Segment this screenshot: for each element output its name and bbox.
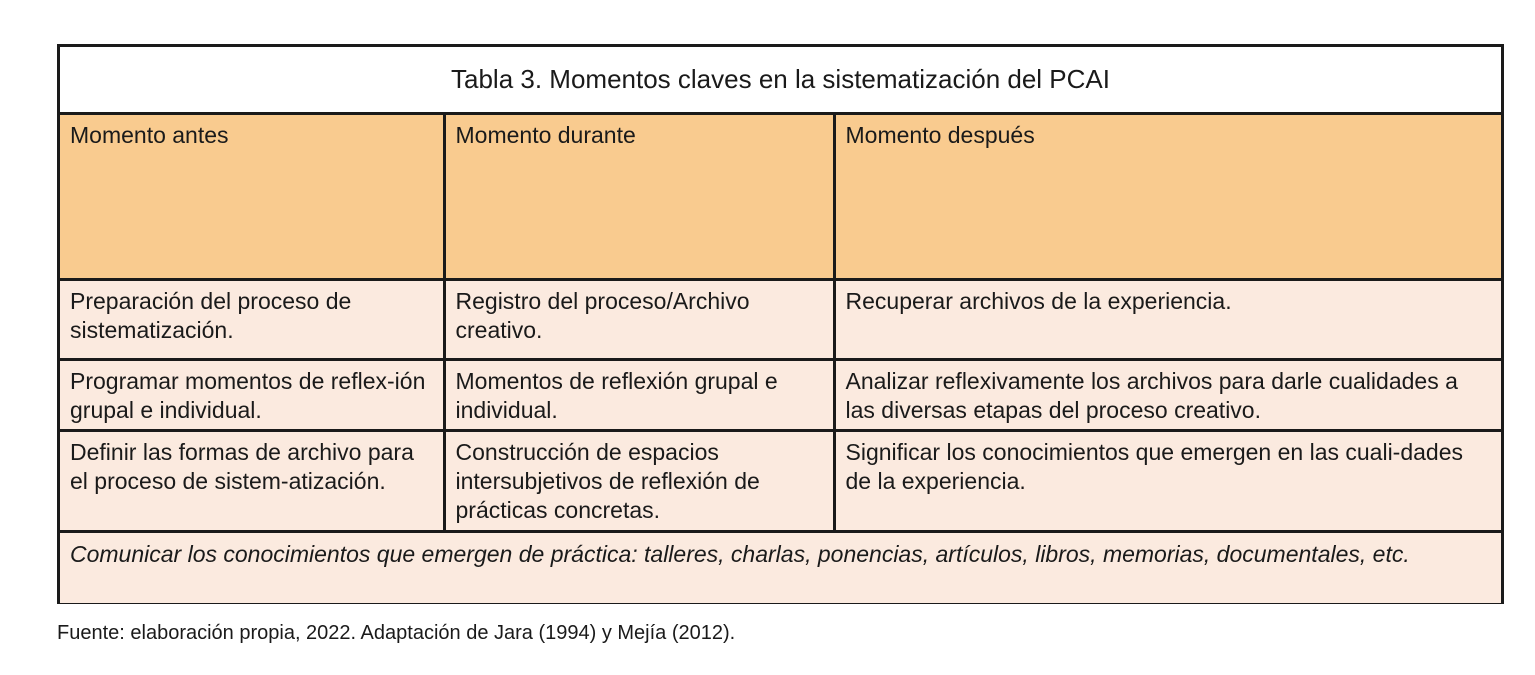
moments-table bbox=[57, 44, 1504, 604]
table-cell: Significar los conocimientos que emergen en las cuali-dades de la experiencia. bbox=[834, 430, 1501, 531]
table-cell: Recuperar archivos de la experiencia. bbox=[834, 279, 1501, 359]
table-title: Tabla 3. Momentos claves en la sistematización del PCAI bbox=[60, 47, 1501, 113]
table-cell: Analizar reflexivamente los archivos para darle cualidades a las diversas etapas del proceso creativo. bbox=[834, 359, 1501, 430]
table-cell: Construcción de espacios intersubjetivos de reflexión de prácticas concretas. bbox=[444, 430, 834, 531]
table-row bbox=[60, 359, 1501, 430]
table-cell: Definir las formas de archivo para el proceso de sistem-atización. bbox=[60, 430, 444, 531]
header-row bbox=[60, 113, 1501, 279]
table-title-row bbox=[60, 47, 1501, 113]
source-caption: Fuente: elaboración propia, 2022. Adaptación de Jara (1994) y Mejía (2012). bbox=[57, 622, 736, 644]
header-cell-durante: Momento durante bbox=[444, 113, 834, 279]
table-cell: Registro del proceso/Archivo creativo. bbox=[444, 279, 834, 359]
table-footer-row bbox=[60, 531, 1501, 603]
table-row bbox=[60, 279, 1501, 359]
table-row bbox=[60, 430, 1501, 531]
table-cell: Programar momentos de reflex-ión grupal e individual. bbox=[60, 359, 444, 430]
header-cell-despues: Momento después bbox=[834, 113, 1501, 279]
table-cell: Preparación del proceso de sistematización. bbox=[60, 279, 444, 359]
table-cell: Momentos de reflexión grupal e individual. bbox=[444, 359, 834, 430]
header-cell-antes: Momento antes bbox=[60, 113, 444, 279]
table-footer-note: Comunicar los conocimientos que emergen de práctica: talleres, charlas, ponencias, artículos, libros, memorias, documentales, etc. bbox=[60, 531, 1501, 603]
table-grid bbox=[60, 47, 1501, 603]
